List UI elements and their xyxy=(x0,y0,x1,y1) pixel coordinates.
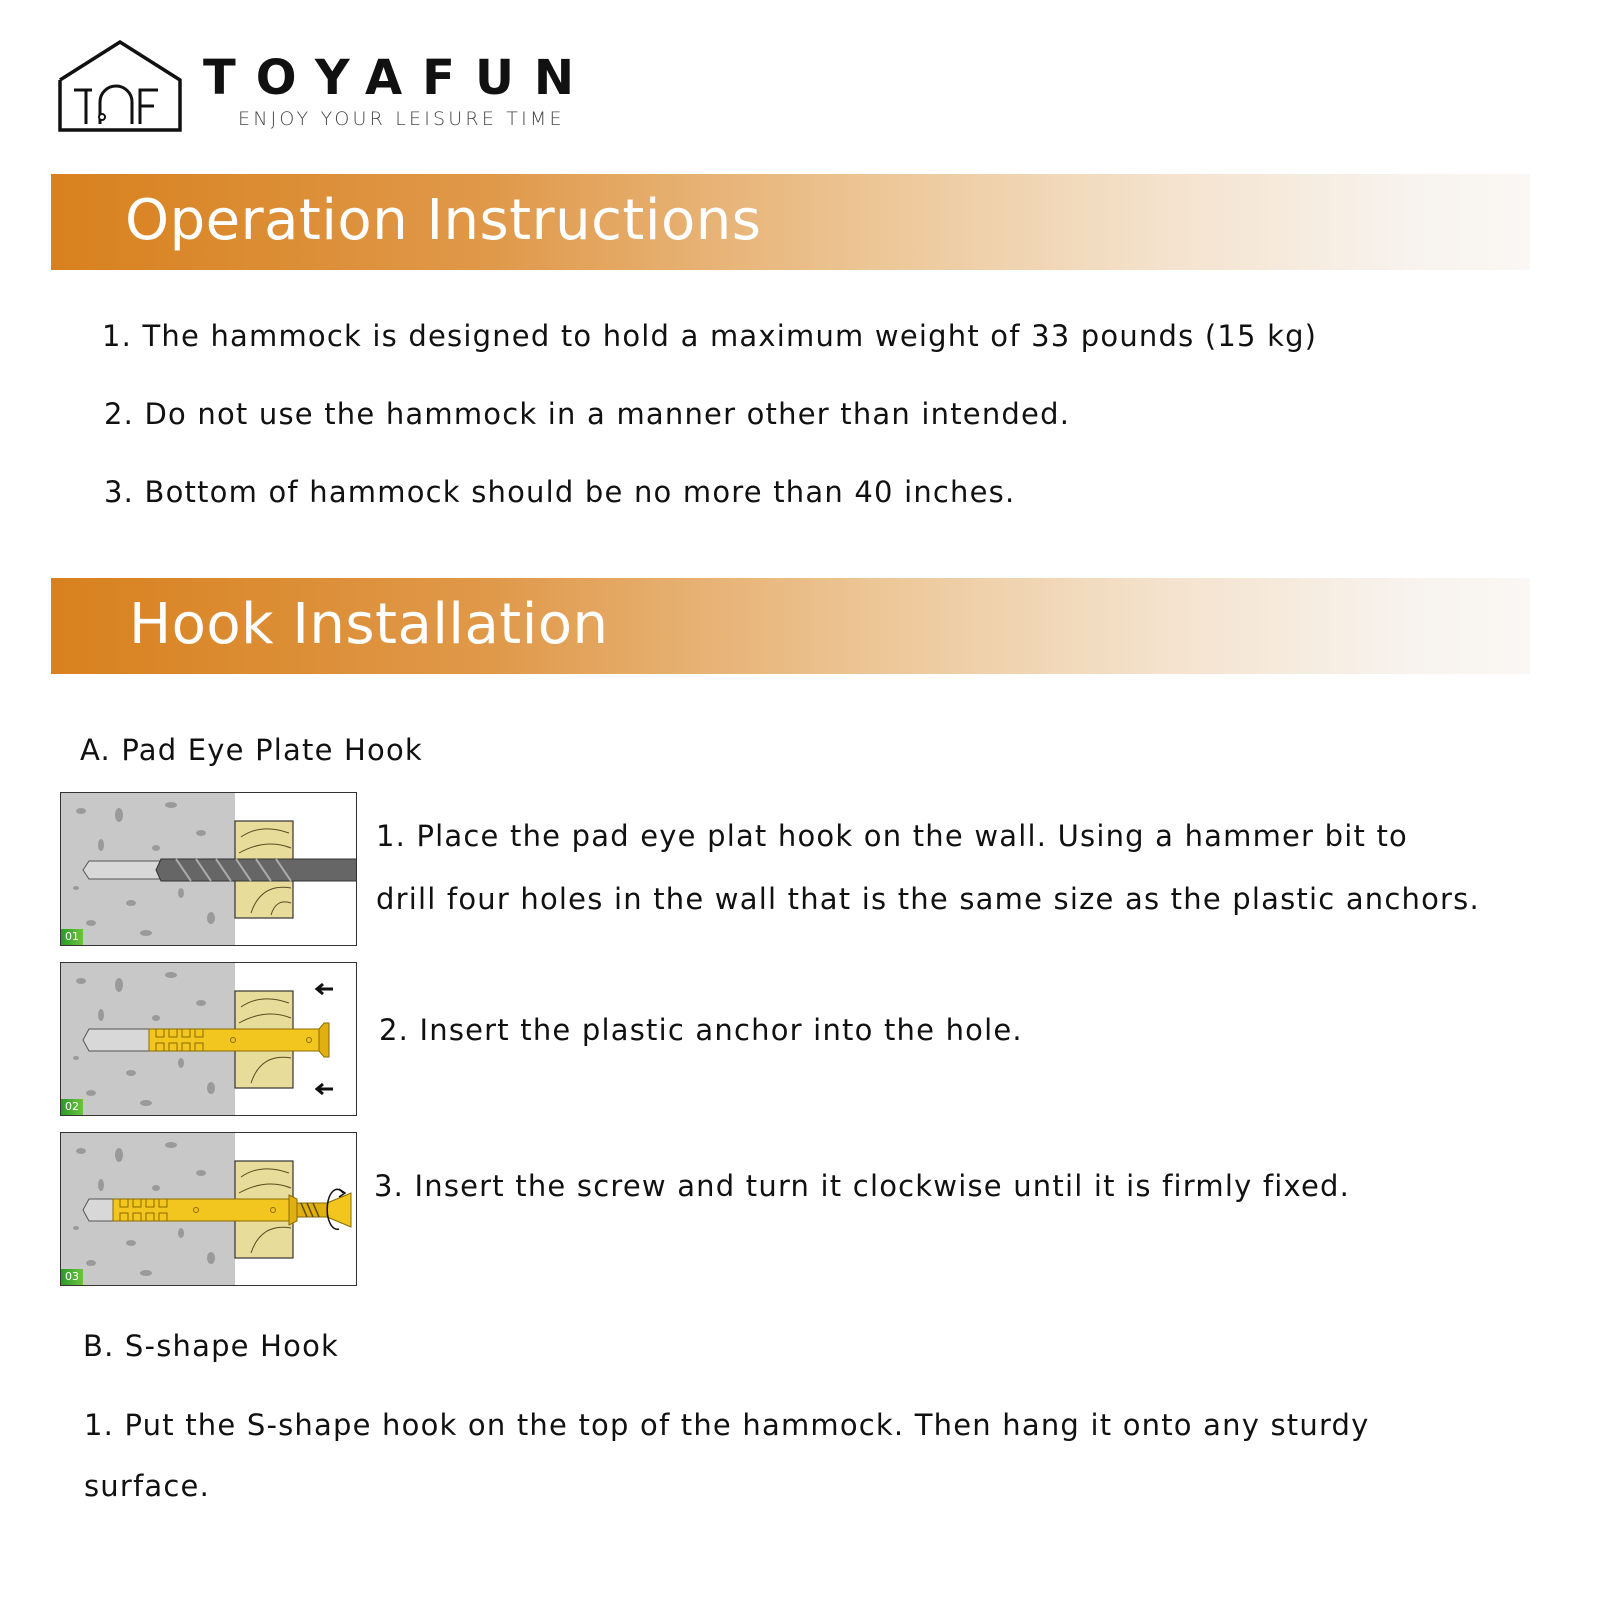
step-badge: 01 xyxy=(61,929,83,945)
operation-item-2: 2. Do not use the hammock in a manner other than intended. xyxy=(104,397,1071,431)
house-icon xyxy=(58,40,182,132)
brand-logo xyxy=(58,40,618,135)
hook-installation-header xyxy=(51,578,1530,674)
plastic-anchor-illustration xyxy=(61,963,357,1116)
section-title: Hook Installation xyxy=(129,592,609,657)
step-3-illustration xyxy=(60,1132,357,1286)
step-badge: 02 xyxy=(61,1099,83,1115)
operation-item-3: 3. Bottom of hammock should be no more than 40 inches. xyxy=(104,475,1016,509)
operation-item-1: 1. The hammock is designed to hold a maximum weight of 33 pounds (15 kg) xyxy=(102,319,1318,353)
step-1-illustration xyxy=(60,792,357,946)
step-1-text-line-2: drill four holes in the wall that is the same size as the plastic anchors. xyxy=(376,882,1480,916)
section-a-heading: A. Pad Eye Plate Hook xyxy=(80,733,423,767)
step-1-text-line-1: 1. Place the pad eye plat hook on the wall. Using a hammer bit to xyxy=(376,819,1408,853)
brand-name: TOYAFUN xyxy=(203,50,595,106)
section-b-line-2: surface. xyxy=(84,1469,210,1503)
section-b-line-1: 1. Put the S-shape hook on the top of the hammock. Then hang it onto any sturdy xyxy=(84,1408,1370,1442)
step-2-illustration xyxy=(60,962,357,1116)
screw-illustration xyxy=(61,1133,357,1286)
section-b-heading: B. S-shape Hook xyxy=(83,1329,340,1363)
section-title: Operation Instructions xyxy=(125,188,762,253)
brand-tagline: ENJOY YOUR LEISURE TIME xyxy=(238,108,565,130)
operation-instructions-header xyxy=(51,174,1530,270)
step-3-text: 3. Insert the screw and turn it clockwise until it is firmly fixed. xyxy=(374,1169,1351,1203)
drill-bit-illustration xyxy=(61,793,357,946)
step-2-text: 2. Insert the plastic anchor into the hole. xyxy=(379,1013,1023,1047)
step-badge: 03 xyxy=(61,1269,83,1285)
